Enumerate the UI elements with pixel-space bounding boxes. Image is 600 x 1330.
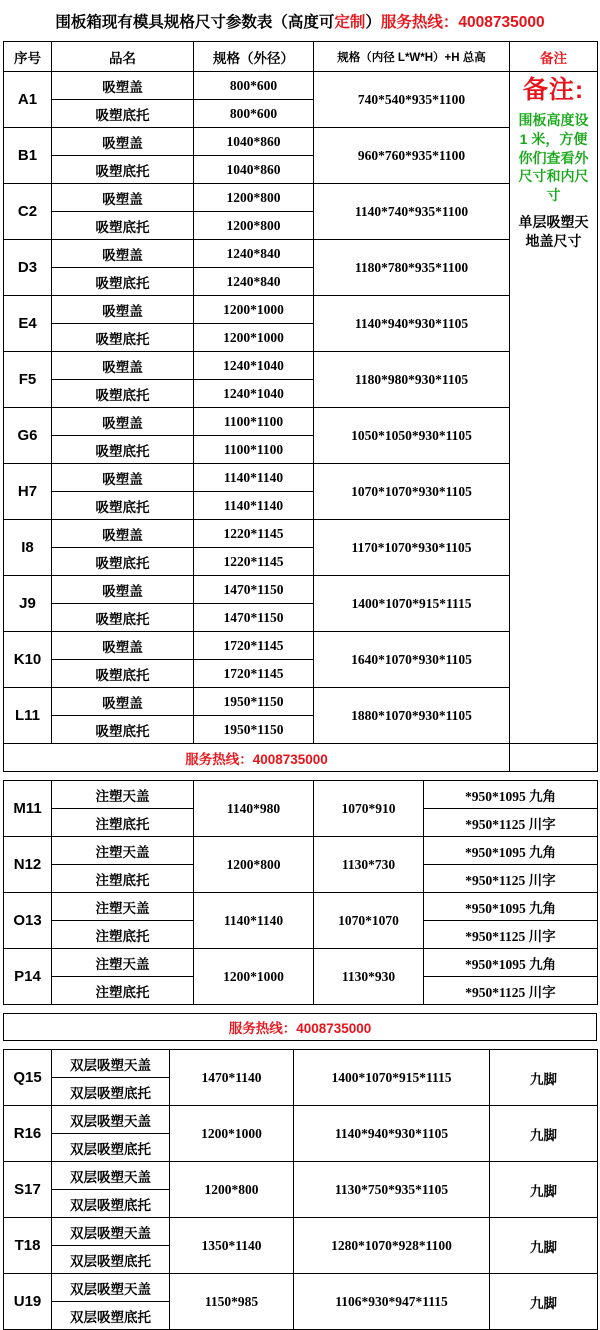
row-outer: 1040*860 (194, 128, 314, 156)
row-name: 吸塑底托 (52, 212, 194, 240)
row-outer: 1200*800 (194, 837, 314, 893)
hotline-row (4, 744, 598, 772)
row-name: 双层吸塑天盖 (52, 1274, 170, 1302)
header-remark: 备注 (510, 42, 598, 72)
row-note: *950*1095 九角 (424, 781, 598, 809)
row-index: S17 (4, 1162, 52, 1218)
row-name: 双层吸塑底托 (52, 1302, 170, 1330)
row-note: *950*1125 川字 (424, 921, 598, 949)
table-row (4, 1274, 598, 1302)
spec-table-section3 (3, 1049, 598, 1330)
gap-cell (3, 1041, 597, 1049)
row-inner: 1070*1070*930*1105 (314, 464, 510, 520)
row-name: 吸塑盖 (52, 520, 194, 548)
table-row (4, 632, 598, 660)
row-index: P14 (4, 949, 52, 1005)
row-outer: 1140*1140 (194, 893, 314, 949)
header-spec-inner: 规格（内径 L*W*H）+H 总高 (314, 42, 510, 72)
spec-table-section2 (3, 780, 598, 1005)
row-inner: 1130*730 (314, 837, 424, 893)
section-gap-2 (3, 1005, 597, 1013)
header-index: 序号 (4, 42, 52, 72)
title-part1: 围板箱现有模具规格尺寸参数表（高度可 (55, 14, 335, 31)
row-remark: 九脚 (490, 1218, 598, 1274)
row-note: *950*1095 九角 (424, 893, 598, 921)
table-row (4, 688, 598, 716)
table-row (4, 352, 598, 380)
row-index: Q15 (4, 1050, 52, 1106)
hotline-table-2 (3, 1013, 597, 1041)
header-spec-outer: 规格（外径） (194, 42, 314, 72)
spec-table-section1 (3, 41, 598, 772)
row-name: 吸塑盖 (52, 632, 194, 660)
row-outer: 1950*1150 (194, 716, 314, 744)
row-index: K10 (4, 632, 52, 688)
remark-block (510, 72, 598, 744)
row-name: 吸塑盖 (52, 408, 194, 436)
row-inner: 1106*930*947*1115 (294, 1274, 490, 1330)
row-name: 注塑天盖 (52, 893, 194, 921)
row-name: 双层吸塑天盖 (52, 1050, 170, 1078)
row-outer: 1200*1000 (194, 296, 314, 324)
row-name: 吸塑底托 (52, 548, 194, 576)
row-outer: 1200*800 (194, 212, 314, 240)
row-inner: 1180*780*935*1100 (314, 240, 510, 296)
row-name: 吸塑盖 (52, 296, 194, 324)
row-remark: 九脚 (490, 1162, 598, 1218)
row-note: *950*1125 川字 (424, 977, 598, 1005)
hotline-text: 服务热线：4008735000 (4, 744, 510, 772)
row-note: *950*1095 九角 (424, 837, 598, 865)
row-outer: 1200*1000 (194, 324, 314, 352)
row-outer: 800*600 (194, 100, 314, 128)
row-index: F5 (4, 352, 52, 408)
row-outer: 1240*840 (194, 240, 314, 268)
table-row (4, 949, 598, 977)
row-inner: 1130*930 (314, 949, 424, 1005)
row-note: *950*1095 九角 (424, 949, 598, 977)
row-outer: 1200*1000 (170, 1106, 294, 1162)
row-note: *950*1125 川字 (424, 809, 598, 837)
row-inner: 1050*1050*930*1105 (314, 408, 510, 464)
row-outer: 1720*1145 (194, 660, 314, 688)
row-outer: 1100*1100 (194, 436, 314, 464)
row-name: 注塑天盖 (52, 781, 194, 809)
row-outer: 1140*1140 (194, 492, 314, 520)
row-name: 吸塑盖 (52, 464, 194, 492)
row-outer: 1200*800 (194, 184, 314, 212)
row-index: E4 (4, 296, 52, 352)
row-outer: 1220*1145 (194, 520, 314, 548)
row-name: 吸塑底托 (52, 380, 194, 408)
remark-title: 备注: (522, 76, 585, 104)
row-index: D3 (4, 240, 52, 296)
hotline-text: 服务热线：4008735000 (4, 1014, 597, 1041)
row-inner: 1400*1070*915*1115 (294, 1050, 490, 1106)
row-outer: 1470*1140 (170, 1050, 294, 1106)
header-name: 品名 (52, 42, 194, 72)
row-name: 吸塑盖 (52, 240, 194, 268)
row-inner: 1140*740*935*1100 (314, 184, 510, 240)
row-name: 吸塑底托 (52, 100, 194, 128)
row-name: 吸塑盖 (52, 352, 194, 380)
remark-black-note: 单层吸塑天地盖尺寸 (518, 214, 589, 250)
table-row (4, 1218, 598, 1246)
row-index: T18 (4, 1218, 52, 1274)
row-inner: 1400*1070*915*1115 (314, 576, 510, 632)
row-remark: 九脚 (490, 1050, 598, 1106)
row-index: N12 (4, 837, 52, 893)
row-name: 吸塑盖 (52, 72, 194, 100)
table-row (4, 1106, 598, 1134)
row-index: H7 (4, 464, 52, 520)
row-inner: 1140*940*930*1105 (314, 296, 510, 352)
table-row (4, 1050, 598, 1078)
row-name: 注塑底托 (52, 865, 194, 893)
row-inner: 740*540*935*1100 (314, 72, 510, 128)
row-outer: 1140*1140 (194, 464, 314, 492)
row-inner: 1140*940*930*1105 (294, 1106, 490, 1162)
row-outer: 1240*1040 (194, 352, 314, 380)
row-name: 双层吸塑底托 (52, 1078, 170, 1106)
table-row (4, 1162, 598, 1190)
table-row (4, 72, 598, 100)
row-name: 吸塑底托 (52, 156, 194, 184)
page-title (0, 0, 600, 41)
row-name: 吸塑底托 (52, 436, 194, 464)
title-hotline: 服务热线：4008735000 (380, 14, 545, 31)
row-outer: 1470*1150 (194, 576, 314, 604)
row-note: *950*1125 川字 (424, 865, 598, 893)
row-outer: 800*600 (194, 72, 314, 100)
row-index: I8 (4, 520, 52, 576)
row-name: 吸塑底托 (52, 324, 194, 352)
row-name: 吸塑盖 (52, 128, 194, 156)
row-name: 双层吸塑天盖 (52, 1162, 170, 1190)
row-name: 吸塑盖 (52, 576, 194, 604)
row-outer: 1140*980 (194, 781, 314, 837)
row-inner: 1170*1070*930*1105 (314, 520, 510, 576)
gap-cell (3, 1005, 597, 1013)
row-inner: 1070*910 (314, 781, 424, 837)
row-outer: 1150*985 (170, 1274, 294, 1330)
row-outer: 1950*1150 (194, 688, 314, 716)
row-name: 双层吸塑天盖 (52, 1218, 170, 1246)
row-remark: 九脚 (490, 1106, 598, 1162)
table-row (4, 893, 598, 921)
row-index: J9 (4, 576, 52, 632)
row-name: 吸塑底托 (52, 268, 194, 296)
row-index: C2 (4, 184, 52, 240)
row-outer: 1200*1000 (194, 949, 314, 1005)
row-outer: 1720*1145 (194, 632, 314, 660)
table-row (4, 576, 598, 604)
row-outer: 1220*1145 (194, 548, 314, 576)
row-name: 吸塑底托 (52, 492, 194, 520)
table-row (4, 408, 598, 436)
row-index: U19 (4, 1274, 52, 1330)
row-outer: 1470*1150 (194, 604, 314, 632)
remark-green-note: 围板高度设 1 米，方便你们查看外尺寸和内尺寸 (518, 111, 589, 204)
row-name: 注塑天盖 (52, 837, 194, 865)
row-name: 双层吸塑底托 (52, 1134, 170, 1162)
row-inner: 1880*1070*930*1105 (314, 688, 510, 744)
row-index: B1 (4, 128, 52, 184)
title-highlight-custom: 定制 (334, 14, 366, 31)
row-outer: 1200*800 (170, 1162, 294, 1218)
table-row (4, 837, 598, 865)
row-index: M11 (4, 781, 52, 837)
row-name: 吸塑底托 (52, 716, 194, 744)
row-name: 双层吸塑底托 (52, 1190, 170, 1218)
row-inner: 960*760*935*1100 (314, 128, 510, 184)
title-part2: ） (365, 14, 381, 31)
row-outer: 1240*840 (194, 268, 314, 296)
row-inner: 1130*750*935*1105 (294, 1162, 490, 1218)
row-index: G6 (4, 408, 52, 464)
gap-cell (3, 772, 597, 780)
table-row (4, 184, 598, 212)
section-gap-1 (3, 772, 597, 780)
table-row (4, 464, 598, 492)
row-name: 吸塑盖 (52, 184, 194, 212)
row-outer: 1350*1140 (170, 1218, 294, 1274)
row-name: 吸塑底托 (52, 660, 194, 688)
row-inner: 1640*1070*930*1105 (314, 632, 510, 688)
row-index: R16 (4, 1106, 52, 1162)
row-name: 注塑底托 (52, 809, 194, 837)
row-index: L11 (4, 688, 52, 744)
row-outer: 1100*1100 (194, 408, 314, 436)
row-name: 注塑底托 (52, 977, 194, 1005)
row-name: 注塑底托 (52, 921, 194, 949)
row-outer: 1240*1040 (194, 380, 314, 408)
section-gap-3 (3, 1041, 597, 1049)
row-remark: 九脚 (490, 1274, 598, 1330)
row-inner: 1280*1070*928*1100 (294, 1218, 490, 1274)
row-name: 吸塑盖 (52, 688, 194, 716)
table-row (4, 240, 598, 268)
row-index: O13 (4, 893, 52, 949)
hotline-row (4, 1014, 597, 1041)
row-name: 吸塑底托 (52, 604, 194, 632)
row-outer: 1040*860 (194, 156, 314, 184)
hotline-remark-pad (510, 744, 598, 772)
table-row (4, 128, 598, 156)
table-row (4, 520, 598, 548)
row-name: 双层吸塑底托 (52, 1246, 170, 1274)
row-name: 双层吸塑天盖 (52, 1106, 170, 1134)
row-inner: 1070*1070 (314, 893, 424, 949)
table-header-row (4, 42, 598, 72)
row-name: 注塑天盖 (52, 949, 194, 977)
table-row (4, 296, 598, 324)
table-row (4, 781, 598, 809)
row-inner: 1180*980*930*1105 (314, 352, 510, 408)
row-index: A1 (4, 72, 52, 128)
